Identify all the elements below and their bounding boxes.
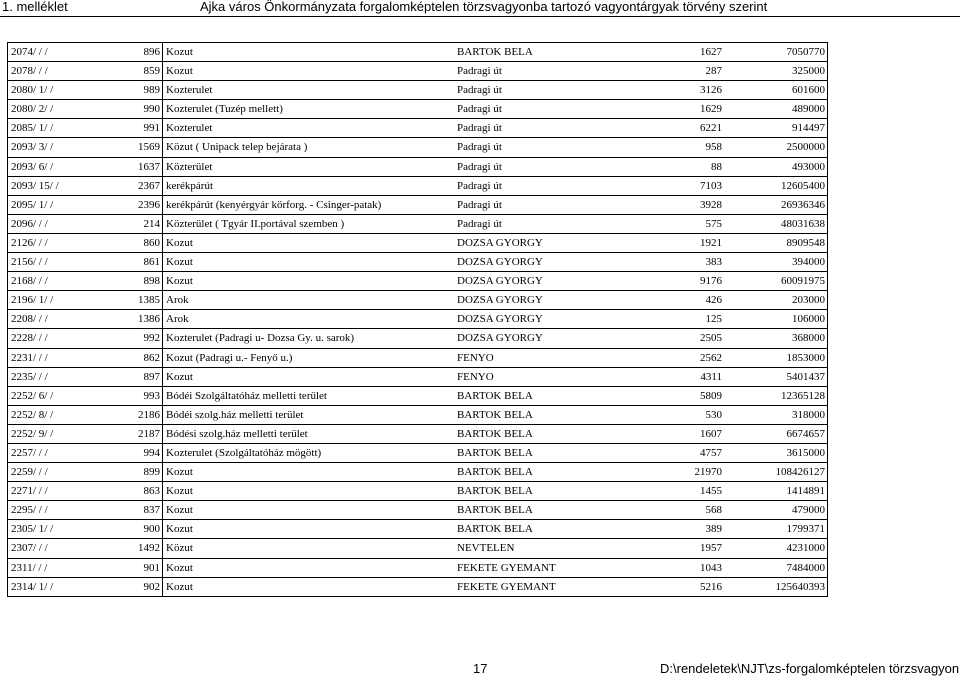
value-cell: 106000	[792, 313, 825, 326]
description-cell: Kozut	[166, 580, 193, 593]
quantity-cell: 5809	[700, 389, 722, 402]
description-cell: Bódési szolg.ház melletti terület	[166, 427, 308, 440]
value-cell: 368000	[792, 332, 825, 345]
table-row	[7, 43, 828, 62]
value-cell: 7050770	[786, 46, 825, 58]
parcel-id-cell: 2196/ 1/ /	[11, 294, 54, 307]
description-cell: kerékpárút (kenyérgyár körforg. - Csinger-patak)	[166, 198, 382, 211]
description-cell: Kozut	[166, 504, 193, 517]
value-cell: 2500000	[786, 141, 825, 154]
quantity-cell: 1629	[700, 103, 722, 116]
description-cell: Közut	[166, 542, 193, 555]
table-row	[7, 215, 828, 234]
quantity-cell: 958	[705, 141, 722, 154]
value-cell: 60091975	[781, 275, 825, 288]
street-cell: BARTOK BELA	[457, 408, 533, 421]
description-cell: Kozterulet	[166, 84, 213, 97]
value-cell: 601600	[792, 84, 825, 97]
table-row	[7, 482, 828, 501]
parcel-id-cell: 2314/ 1/ /	[11, 580, 54, 593]
parcel-id-cell: 2093/ 6/ /	[11, 160, 54, 173]
area-cell: 2367	[111, 177, 163, 195]
quantity-cell: 1455	[700, 485, 722, 498]
table-row	[7, 387, 828, 406]
value-cell: 479000	[792, 504, 825, 517]
quantity-cell: 575	[705, 217, 722, 230]
quantity-cell: 125	[705, 313, 722, 326]
table-row	[7, 62, 828, 81]
value-cell: 7484000	[786, 561, 825, 574]
parcel-id-cell: 2208/ / /	[11, 313, 48, 326]
table-row	[7, 177, 828, 196]
area-cell: 991	[111, 119, 163, 137]
description-cell: Kozut	[166, 275, 193, 288]
street-cell: BARTOK BELA	[457, 523, 533, 536]
quantity-cell: 426	[705, 294, 722, 307]
table-row	[7, 272, 828, 291]
table-border	[827, 42, 828, 597]
annex-label: 1. melléklet	[2, 0, 68, 14]
street-cell: NEVTELEN	[457, 542, 515, 555]
quantity-cell: 383	[705, 256, 722, 269]
parcel-id-cell: 2168/ / /	[11, 275, 48, 288]
table-row	[7, 578, 828, 597]
table-row	[7, 138, 828, 157]
quantity-cell: 4757	[700, 446, 722, 459]
area-cell: 837	[111, 501, 163, 519]
quantity-cell: 5216	[700, 580, 722, 593]
table-row	[7, 520, 828, 539]
area-cell: 989	[111, 81, 163, 99]
street-cell: Padragi út	[457, 103, 502, 116]
street-cell: Padragi út	[457, 179, 502, 192]
parcel-id-cell: 2080/ 2/ /	[11, 103, 54, 116]
value-cell: 125640393	[775, 580, 825, 593]
parcel-id-cell: 2096/ / /	[11, 217, 48, 230]
parcel-id-cell: 2228/ / /	[11, 332, 48, 345]
value-cell: 203000	[792, 294, 825, 307]
area-cell: 214	[111, 215, 163, 233]
area-cell: 861	[111, 253, 163, 271]
parcel-id-cell: 2126/ / /	[11, 236, 48, 249]
table-row	[7, 291, 828, 310]
street-cell: DOZSA GYORGY	[457, 313, 543, 326]
property-table	[7, 42, 828, 597]
parcel-id-cell: 2305/ 1/ /	[11, 523, 54, 536]
quantity-cell: 7103	[700, 179, 722, 192]
table-row	[7, 310, 828, 329]
value-cell: 3615000	[786, 446, 825, 459]
value-cell: 12365128	[781, 389, 825, 402]
street-cell: Padragi út	[457, 217, 502, 230]
value-cell: 914497	[792, 122, 825, 135]
table-row	[7, 329, 828, 348]
area-cell: 860	[111, 234, 163, 252]
area-cell: 1385	[111, 291, 163, 309]
description-cell: Kozut	[166, 370, 193, 383]
street-cell: BARTOK BELA	[457, 389, 533, 402]
quantity-cell: 1627	[700, 46, 722, 58]
table-row	[7, 425, 828, 444]
description-cell: kerékpárút	[166, 179, 214, 192]
quantity-cell: 6221	[700, 122, 722, 135]
quantity-cell: 1921	[700, 236, 722, 249]
parcel-id-cell: 2235/ / /	[11, 370, 48, 383]
street-cell: BARTOK BELA	[457, 46, 533, 58]
table-row	[7, 234, 828, 253]
description-cell: Kozterulet (Tuzép mellett)	[166, 103, 283, 116]
quantity-cell: 88	[711, 160, 722, 173]
quantity-cell: 530	[705, 408, 722, 421]
street-cell: Padragi út	[457, 141, 502, 154]
description-cell: Kozut	[166, 485, 193, 498]
parcel-id-cell: 2078/ / /	[11, 65, 48, 78]
quantity-cell: 4311	[700, 370, 722, 383]
quantity-cell: 568	[705, 504, 722, 517]
description-cell: Kozut	[166, 561, 193, 574]
area-cell: 1637	[111, 158, 163, 176]
value-cell: 493000	[792, 160, 825, 173]
table-row	[7, 501, 828, 520]
street-cell: DOZSA GYORGY	[457, 236, 543, 249]
area-cell: 994	[111, 444, 163, 462]
description-cell: Kozut	[166, 256, 193, 269]
area-cell: 902	[111, 578, 163, 596]
street-cell: FENYO	[457, 351, 494, 364]
value-cell: 48031638	[781, 217, 825, 230]
parcel-id-cell: 2156/ / /	[11, 256, 48, 269]
description-cell: Kozut	[166, 466, 193, 479]
description-cell: Bódéi Szolgáltatóház melletti terület	[166, 389, 327, 402]
area-cell: 862	[111, 349, 163, 367]
description-cell: Arok	[166, 294, 189, 307]
table-border	[7, 42, 8, 597]
table-row	[7, 196, 828, 215]
quantity-cell: 287	[705, 65, 722, 78]
street-cell: DOZSA GYORGY	[457, 332, 543, 345]
table-row	[7, 100, 828, 119]
page-number: 17	[473, 661, 488, 676]
street-cell: FEKETE GYEMANT	[457, 561, 556, 574]
parcel-id-cell: 2093/ 15/ /	[11, 179, 59, 192]
page-title: Ajka város Önkormányzata forgalomképtelen törzsvagyonba tartozó vagyontárgyak törvény szerint	[200, 0, 768, 14]
table-row	[7, 539, 828, 558]
parcel-id-cell: 2271/ / /	[11, 485, 48, 498]
street-cell: DOZSA GYORGY	[457, 294, 543, 307]
table-row	[7, 406, 828, 425]
table-row	[7, 444, 828, 463]
description-cell: Kozut	[166, 65, 193, 78]
value-cell: 489000	[792, 103, 825, 116]
area-cell: 1492	[111, 539, 163, 557]
quantity-cell: 1957	[700, 542, 722, 555]
street-cell: DOZSA GYORGY	[457, 256, 543, 269]
area-cell: 863	[111, 482, 163, 500]
parcel-id-cell: 2307/ / /	[11, 542, 48, 555]
value-cell: 108426127	[775, 466, 825, 479]
street-cell: Padragi út	[457, 65, 502, 78]
parcel-id-cell: 2080/ 1/ /	[11, 84, 54, 97]
parcel-id-cell: 2259/ / /	[11, 466, 48, 479]
value-cell: 318000	[792, 408, 825, 421]
area-cell: 897	[111, 368, 163, 386]
description-cell: Arok	[166, 313, 189, 326]
area-cell: 899	[111, 463, 163, 481]
header-rule	[0, 16, 960, 17]
value-cell: 5401437	[786, 370, 825, 383]
description-cell: Közut ( Unipack telep bejárata )	[166, 141, 308, 154]
value-cell: 8909548	[786, 236, 825, 249]
parcel-id-cell: 2252/ 8/ /	[11, 408, 54, 421]
description-cell: Kozut (Padragi u.- Fenyő u.)	[166, 351, 293, 364]
table-row	[7, 119, 828, 138]
street-cell: FEKETE GYEMANT	[457, 580, 556, 593]
area-cell: 992	[111, 329, 163, 347]
value-cell: 1414891	[786, 485, 825, 498]
street-cell: FENYO	[457, 370, 494, 383]
table-row	[7, 368, 828, 387]
area-cell: 990	[111, 100, 163, 118]
area-cell: 2187	[111, 425, 163, 443]
area-cell: 1569	[111, 138, 163, 156]
street-cell: DOZSA GYORGY	[457, 275, 543, 288]
value-cell: 4231000	[786, 542, 825, 555]
table-row	[7, 158, 828, 177]
description-cell: Közterület	[166, 160, 213, 173]
value-cell: 26936346	[781, 198, 825, 211]
parcel-id-cell: 2085/ 1/ /	[11, 122, 54, 135]
description-cell: Bódéi szolg.ház melletti terület	[166, 408, 304, 421]
area-cell: 993	[111, 387, 163, 405]
quantity-cell: 9176	[700, 275, 722, 288]
area-cell: 900	[111, 520, 163, 538]
description-cell: Kozut	[166, 523, 193, 536]
description-cell: Közterület ( Tgyár II.portával szemben )	[166, 217, 345, 230]
street-cell: BARTOK BELA	[457, 504, 533, 517]
street-cell: BARTOK BELA	[457, 466, 533, 479]
quantity-cell: 3126	[700, 84, 722, 97]
value-cell: 6674657	[786, 427, 825, 440]
quantity-cell: 389	[705, 523, 722, 536]
area-cell: 896	[111, 43, 163, 61]
area-cell: 1386	[111, 310, 163, 328]
street-cell: BARTOK BELA	[457, 485, 533, 498]
parcel-id-cell: 2093/ 3/ /	[11, 141, 54, 154]
parcel-id-cell: 2295/ / /	[11, 504, 48, 517]
description-cell: Kozterulet	[166, 122, 213, 135]
parcel-id-cell: 2257/ / /	[11, 446, 48, 459]
file-path: D:\rendeletek\NJT\zs-forgalomképtelen törzsvagyon	[660, 661, 960, 676]
quantity-cell: 2505	[700, 332, 722, 345]
street-cell: Padragi út	[457, 160, 502, 173]
quantity-cell: 1607	[700, 427, 722, 440]
parcel-id-cell: 2095/ 1/ /	[11, 198, 54, 211]
value-cell: 1853000	[786, 351, 825, 364]
table-row	[7, 349, 828, 368]
parcel-id-cell: 2311/ / /	[11, 561, 48, 574]
street-cell: BARTOK BELA	[457, 446, 533, 459]
parcel-id-cell: 2231/ / /	[11, 351, 48, 364]
value-cell: 325000	[792, 65, 825, 78]
parcel-id-cell: 2252/ 9/ /	[11, 427, 54, 440]
table-row	[7, 253, 828, 272]
quantity-cell: 21970	[694, 466, 722, 479]
street-cell: Padragi út	[457, 198, 502, 211]
table-row	[7, 81, 828, 100]
table-row	[7, 559, 828, 578]
street-cell: BARTOK BELA	[457, 427, 533, 440]
value-cell: 394000	[792, 256, 825, 269]
page-header	[0, 0, 960, 14]
quantity-cell: 2562	[700, 351, 722, 364]
area-cell: 859	[111, 62, 163, 80]
table-row	[7, 463, 828, 482]
parcel-id-cell: 2252/ 6/ /	[11, 389, 54, 402]
value-cell: 1799371	[786, 523, 825, 536]
value-cell: 12605400	[781, 179, 825, 192]
street-cell: Padragi út	[457, 122, 502, 135]
description-cell: Kozterulet (Padragi u- Dozsa Gy. u. sarok)	[166, 332, 355, 345]
area-cell: 898	[111, 272, 163, 290]
area-cell: 2396	[111, 196, 163, 214]
street-cell: Padragi út	[457, 84, 502, 97]
area-cell: 2186	[111, 406, 163, 424]
parcel-id-cell: 2074/ / /	[11, 46, 48, 58]
description-cell: Kozut	[166, 236, 193, 249]
quantity-cell: 1043	[700, 561, 722, 574]
description-cell: Kozut	[166, 46, 193, 58]
area-cell: 901	[111, 559, 163, 577]
quantity-cell: 3928	[700, 198, 722, 211]
description-cell: Kozterulet (Szolgáltatóház mögött)	[166, 446, 322, 459]
